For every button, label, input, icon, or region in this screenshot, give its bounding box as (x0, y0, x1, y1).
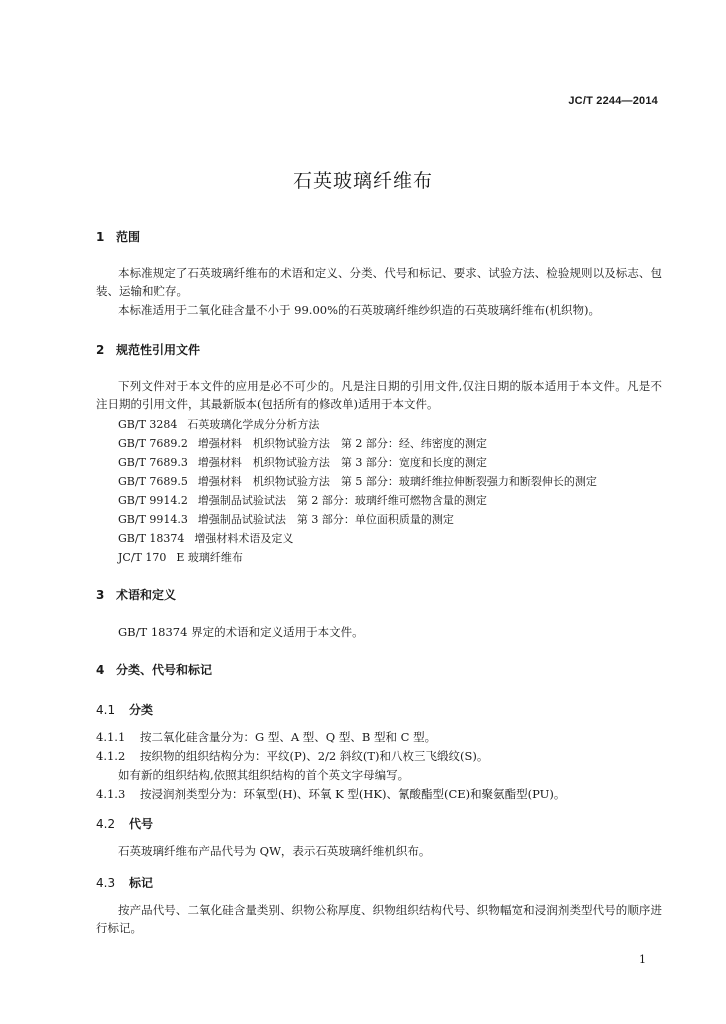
subsection-number: 4.1 (96, 703, 116, 717)
paragraph: 石英玻璃纤维布产品代号为 QW，表示石英玻璃纤维机织布。 (118, 844, 431, 858)
paragraph: 下列文件对于本文件的应用是必不可少的。凡是注日期的引用文件,仅注日期的版本适用于本文件。凡是不注日期的引用文件，其最新版本(包括所有的修改单)适用于本文件。 (96, 379, 662, 411)
subsection-title: 标记 (129, 876, 154, 890)
section-1-heading (96, 228, 140, 245)
reference-item (118, 549, 243, 565)
subsection-number: 4.3 (96, 876, 116, 890)
clause-note: 如有新的组织结构,依照其组织结构的首个英文字母编写。 (118, 768, 410, 782)
section-3-heading (96, 586, 176, 603)
reference-item (118, 473, 597, 489)
clause-text: 按二氧化硅含量分为：G 型、A 型、Q 型、B 型和 C 型。 (140, 730, 437, 744)
clause-item (96, 786, 565, 802)
clause-number: 4.1.2 (96, 749, 126, 763)
document-title: 石英玻璃纤维布 (292, 170, 433, 192)
page-number: 1 (639, 953, 646, 966)
reference-code: GB/T 7689.5 (118, 475, 188, 488)
subsection-title: 分类 (129, 703, 154, 717)
clause-number: 4.1.1 (96, 730, 126, 744)
reference-item (118, 454, 487, 470)
clause-text: 按织物的组织结构分为：平纹(P)、2/2 斜纹(T)和八枚三飞缎纹(S)。 (140, 749, 489, 763)
subsection-title: 代号 (129, 817, 154, 831)
section-number: 1 (96, 230, 105, 244)
section-2-heading (96, 341, 200, 358)
section-number: 2 (96, 343, 105, 357)
section-title: 范围 (116, 230, 141, 244)
section-number: 3 (96, 588, 105, 602)
reference-code: GB/T 18374 (118, 532, 185, 545)
reference-item (118, 416, 319, 432)
paragraph: GB/T 18374 界定的术语和定义适用于本文件。 (118, 625, 364, 639)
clause-item (96, 729, 436, 745)
reference-title: 增强制品试验试法 第 3 部分：单位面积质量的测定 (197, 513, 454, 526)
reference-title: E 玻璃纤维布 (176, 551, 243, 564)
reference-item (118, 511, 454, 527)
reference-title: 增强材料 机织物试验方法 第 2 部分：经、纬密度的测定 (197, 437, 487, 450)
subsection-4-3-heading (96, 874, 153, 891)
subsection-4-2-heading (96, 815, 153, 832)
reference-code: JC/T 170 (118, 551, 167, 564)
paragraph: 本标准适用于二氧化硅含量不小于 99.00%的石英玻璃纤维纱织造的石英玻璃纤维布(机织物)。 (118, 303, 600, 317)
reference-code: GB/T 9914.3 (118, 513, 188, 526)
reference-title: 增强制品试验试法 第 2 部分：玻璃纤维可燃物含量的测定 (197, 494, 487, 507)
section-4-heading (96, 661, 212, 678)
paragraph: 本标准规定了石英玻璃纤维布的术语和定义、分类、代号和标记、要求、试验方法、检验规则以及标志、包装、运输和贮存。 (96, 266, 662, 298)
section-title: 规范性引用文件 (116, 343, 201, 357)
subsection-number: 4.2 (96, 817, 116, 831)
reference-code: GB/T 3284 (118, 418, 178, 431)
clause-number: 4.1.3 (96, 787, 126, 801)
reference-item (118, 530, 293, 546)
reference-code: GB/T 7689.2 (118, 437, 188, 450)
reference-title: 石英玻璃化学成分分析方法 (187, 418, 320, 431)
reference-title: 增强材料 机织物试验方法 第 3 部分：宽度和长度的测定 (197, 456, 487, 469)
reference-code: GB/T 9914.2 (118, 494, 188, 507)
reference-item (118, 435, 487, 451)
standard-code: JC/T 2244—2014 (568, 95, 658, 107)
reference-title: 增强材料 机织物试验方法 第 5 部分：玻璃纤维拉伸断裂强力和断裂伸长的测定 (197, 475, 597, 488)
section-title: 术语和定义 (116, 588, 177, 602)
reference-title: 增强材料术语及定义 (194, 532, 294, 545)
reference-code: GB/T 7689.3 (118, 456, 188, 469)
subsection-4-1-heading (96, 701, 153, 718)
reference-item (118, 492, 487, 508)
paragraph: 按产品代号、二氧化硅含量类别、织物公称厚度、织物组织结构代号、织物幅宽和浸润剂类型代号的顺序进行标记。 (96, 903, 662, 935)
clause-item (96, 748, 488, 764)
clause-text: 按浸润剂类型分为：环氧型(H)、环氧 K 型(HK)、氰酸酯型(CE)和聚氨酯型(PU)。 (140, 787, 566, 801)
section-title: 分类、代号和标记 (116, 663, 213, 677)
section-number: 4 (96, 663, 105, 677)
